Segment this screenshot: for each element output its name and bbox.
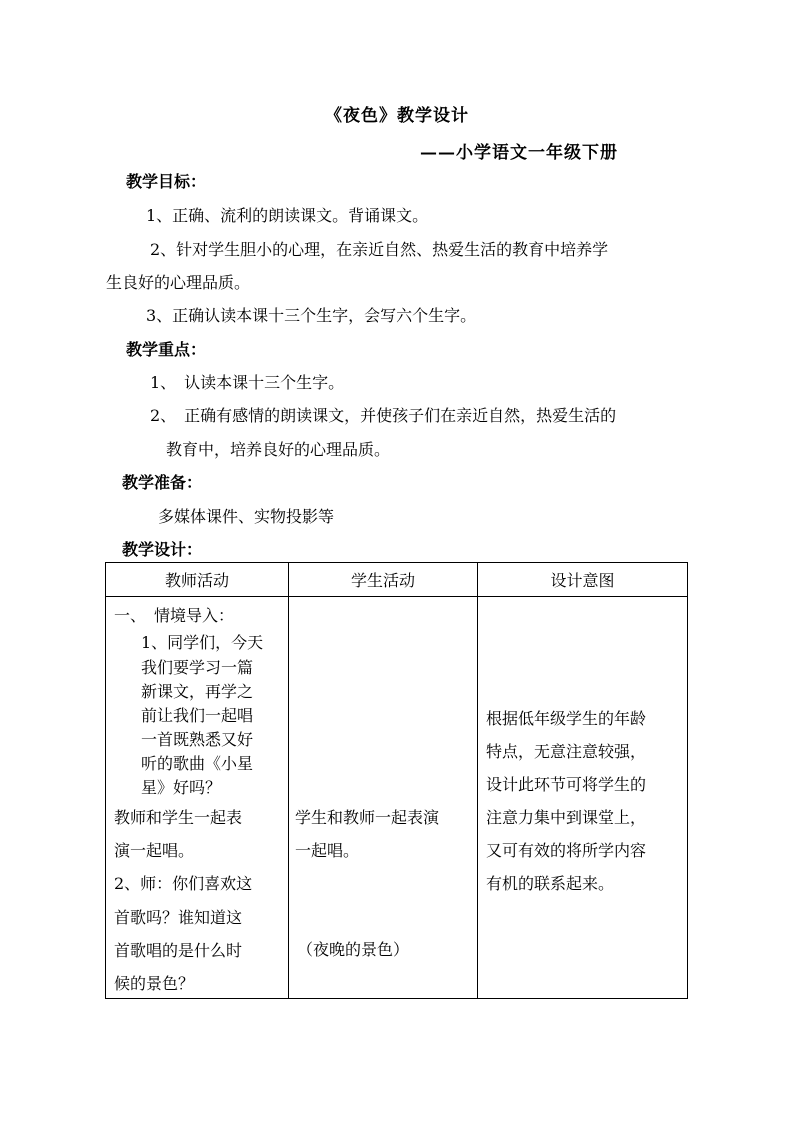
- header-design-intent: 设计意图: [478, 563, 688, 597]
- intent-line-6: 有机的联系起来。: [486, 874, 615, 893]
- goal-item-2-line-2: 生良好的心理品质。: [106, 273, 251, 292]
- teacher-line-5: 前让我们一起唱: [141, 706, 254, 725]
- key-point-item-2-line-2: 教育中，培养良好的心理品质。: [166, 440, 391, 459]
- teacher-line-11: 2、师：你们喜欢这: [114, 874, 253, 893]
- goal-item-2-line-1: 2、针对学生胆小的心理，在亲近自然、热爱生活的教育中培养学: [150, 240, 609, 259]
- design-heading: 教学设计：: [122, 540, 203, 559]
- preparation-text: 多媒体课件、实物投影等: [158, 507, 335, 526]
- design-intent-cell: [478, 597, 688, 999]
- design-table: [105, 562, 688, 999]
- teacher-line-10: 演一起唱。: [114, 841, 195, 860]
- teacher-line-9: 教师和学生一起表: [114, 808, 243, 827]
- teaching-goals-heading: 教学目标：: [126, 172, 207, 191]
- teacher-line-7: 听的歌曲《小星: [141, 754, 254, 773]
- teacher-line-3: 我们要学习一篇: [141, 658, 254, 677]
- intent-line-3: 设计此环节可将学生的: [486, 775, 647, 794]
- teacher-line-14: 候的景色？: [114, 974, 195, 993]
- document-title: 《夜色》教学设计: [325, 106, 469, 126]
- document-subtitle: ——小学语文一年级下册: [420, 143, 618, 163]
- intent-line-5: 又可有效的将所学内容: [486, 841, 647, 860]
- key-point-item-2-line-1: 2、 正确有感情的朗读课文，并使孩子们在亲近自然，热爱生活的: [150, 406, 617, 425]
- teacher-line-6: 一首既熟悉又好: [141, 730, 254, 749]
- student-line-3: （夜晚的景色）: [297, 940, 410, 959]
- key-point-item-1: 1、 认读本课十三个生字。: [150, 373, 345, 392]
- teacher-line-13: 首歌唱的是什么时: [114, 941, 243, 960]
- teacher-line-12: 首歌吗？谁知道这: [114, 908, 243, 927]
- student-line-1: 学生和教师一起表演: [295, 808, 440, 827]
- teacher-line-4: 新课文，再学之: [141, 682, 254, 701]
- preparation-heading: 教学准备：: [122, 473, 203, 492]
- goal-item-3: 3、正确认读本课十三个生字，会写六个生字。: [146, 306, 477, 325]
- teacher-activity-cell: [106, 597, 289, 999]
- table-row: [106, 597, 688, 999]
- intent-line-4: 注意力集中到课堂上，: [486, 808, 647, 827]
- header-teacher-activity: 教师活动: [106, 563, 289, 597]
- key-points-heading: 教学重点：: [126, 340, 207, 359]
- student-activity-cell: [289, 597, 478, 999]
- teacher-line-1: 一、 情境导入：: [114, 606, 235, 625]
- goal-item-1: 1、正确、流利的朗读课文。背诵课文。: [146, 206, 429, 225]
- teacher-line-2: 1、同学们，今天: [141, 633, 264, 652]
- intent-line-1: 根据低年级学生的年龄: [486, 709, 647, 728]
- table-header-row: [106, 563, 688, 597]
- student-line-2: 一起唱。: [295, 841, 360, 860]
- teacher-line-8: 星》好吗？: [141, 778, 222, 797]
- header-student-activity: 学生活动: [289, 563, 478, 597]
- intent-line-2: 特点，无意注意较强，: [486, 742, 647, 761]
